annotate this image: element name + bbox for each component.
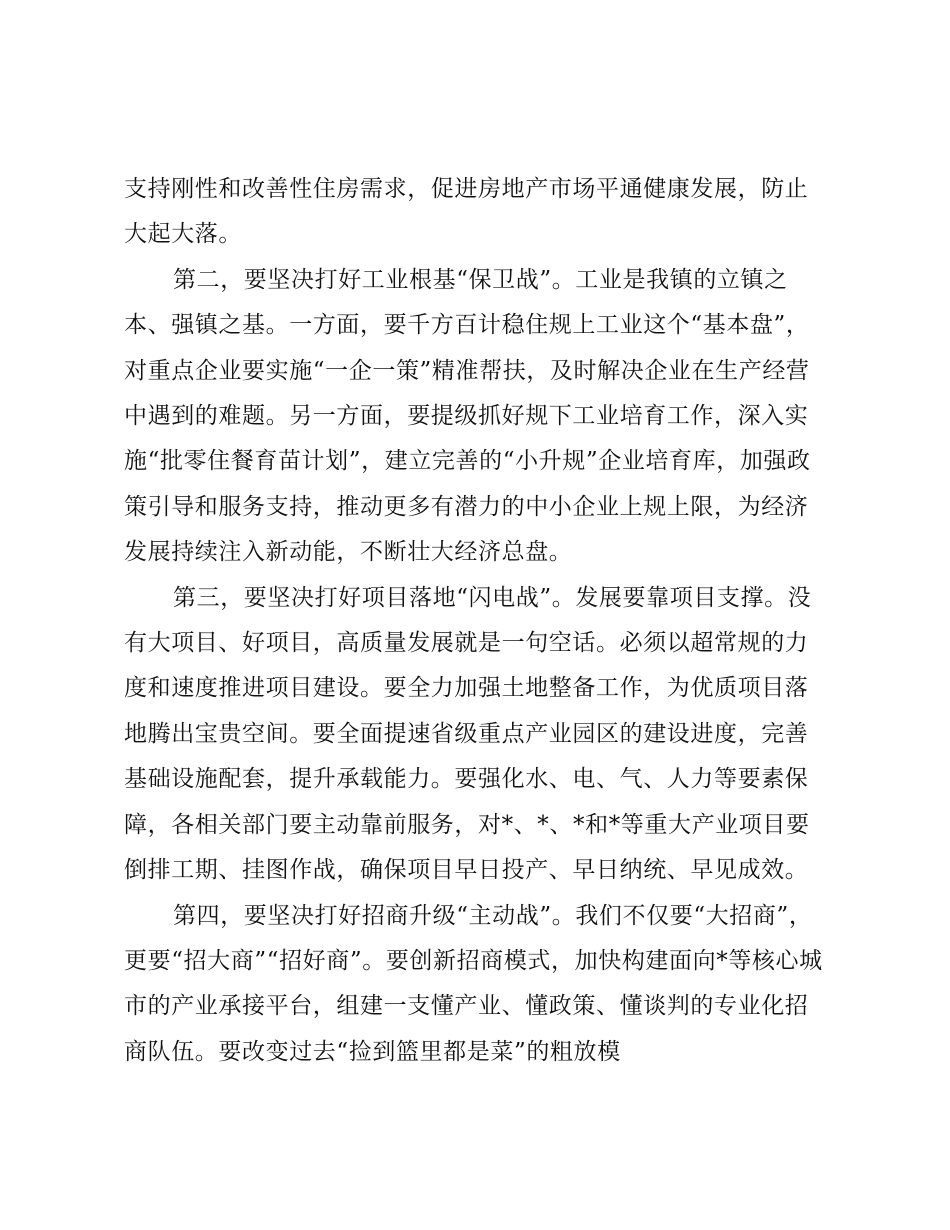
paragraph-project-blitz: 第三，要坚决打好项目落地“闪电战”。发展要靠项目支撑。没有大项目、好项目，高质量发展就是一句空话。必须以超常规的力度和速度推进项目建设。要全力加强土地整备工作，为优质项目落地腾出宝贵空间。要全面提速省级重点产业园区的建设进度，完善基础设施配套，提升承载能力。要强化水、电、气、人力等要素保障，各相关部门要主动靠前服务，对*、*、*和*等重大产业项目要倒排工期、挂图作战，确保项目早日投产、早日纳统、早见成效。 bbox=[124, 584, 812, 884]
paragraph-industry-defense: 第二，要坚决打好工业根基“保卫战”。工业是我镇的立镇之本、强镇之基。一方面，要千方百计稳住规上工业这个“基本盘”，对重点企业要实施“一企一策”精准帮扶，及时解决企业在生产经营中遇到的难题。另一方面，要提级抓好规下工业培育工作，深入实施“批零住餐育苗计划”，建立完善的“小升规”企业培育库，加强政策引导和服务支持，推动更多有潜力的中小企业上规上限，为经济发展持续注入新动能，不断壮大经济总盘。 bbox=[124, 266, 811, 566]
paragraph-investment-upgrade: 第四，要坚决打好招商升级“主动战”。我们不仅要“大招商”，更要“招大商”“招好商”。要创新招商模式，加快构建面向*等核心城市的产业承接平台，组建一支懂产业、懂政策、懂谈判的专业化招商队伍。要改变过去“捡到篮里都是菜”的粗放模 bbox=[124, 902, 823, 1065]
document-body bbox=[124, 167, 824, 1075]
paragraph-housing-continuation: 支持刚性和改善性住房需求，促进房地产市场平通健康发展，防止大起大落。 bbox=[124, 176, 809, 248]
